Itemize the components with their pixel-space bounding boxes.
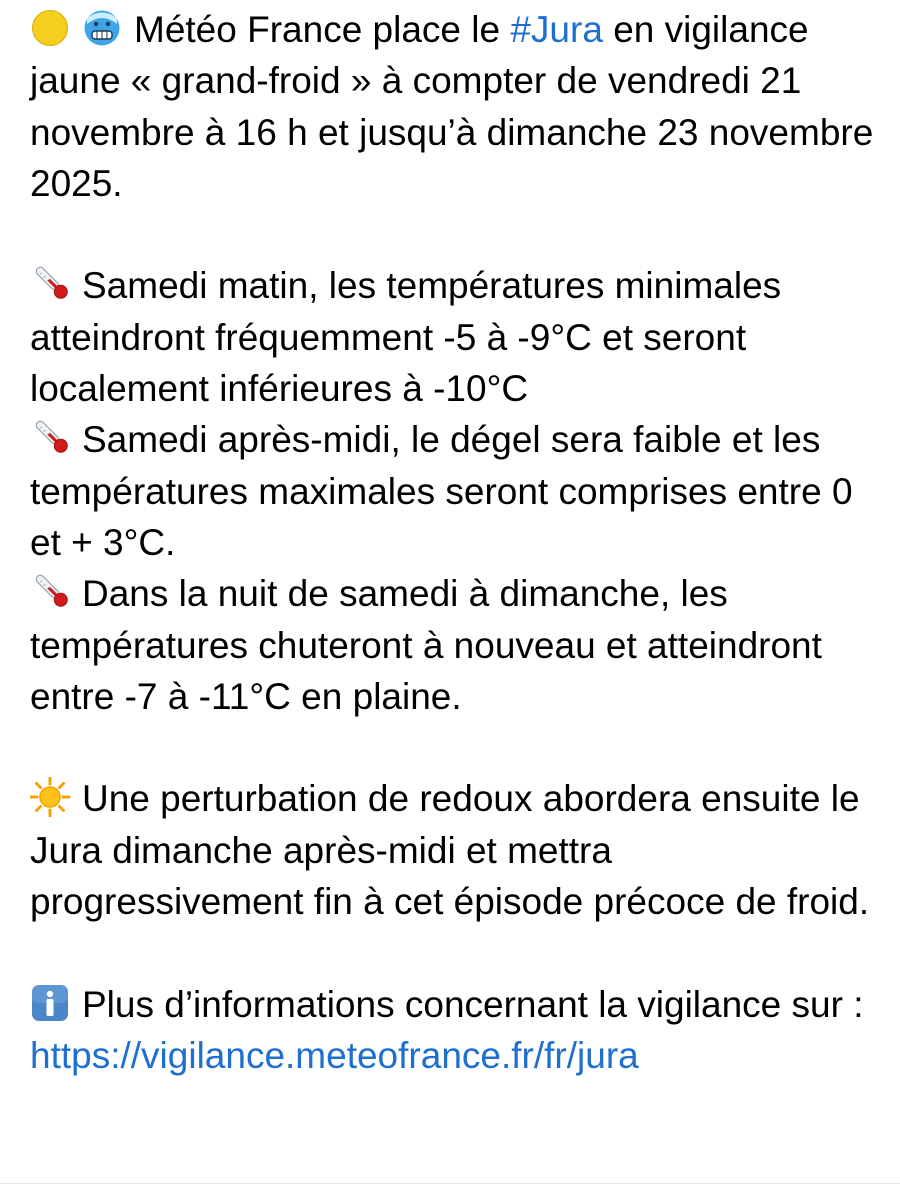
bullet-item: [30, 568, 880, 722]
bullet-item: [30, 260, 880, 414]
thermometer-icon: [30, 418, 76, 458]
redoux-text: Une perturbation de redoux abordera ensuite le Jura dimanche après-midi et mettra progressivement fin à cet épisode précoce de froid.: [30, 778, 870, 923]
intro-text-part2: en vigilance jaune « grand-froid » à compter de vendredi 21 novembre à 16 h et jusqu’à dimanche 23 novembre 2025.: [30, 9, 874, 204]
cold-face-icon: [82, 8, 128, 48]
yellow-circle-icon: [30, 8, 76, 48]
paragraph-spacer: [30, 209, 880, 260]
hashtag-jura-link[interactable]: #Jura: [510, 9, 603, 50]
info-paragraph: [30, 979, 880, 1082]
vigilance-link[interactable]: https://vigilance.meteofrance.fr/fr/jura: [30, 1034, 639, 1076]
intro-text-part1: Météo France place le: [134, 9, 511, 50]
sun-icon: [30, 777, 76, 817]
paragraph-spacer: [30, 927, 880, 978]
information-icon: [30, 983, 76, 1023]
thermometer-icon: [30, 264, 76, 304]
post-text: [30, 4, 880, 1081]
intro-paragraph: [30, 4, 880, 209]
divider: [0, 1183, 900, 1184]
bullet-text: Dans la nuit de samedi à dimanche, les températures chuteront à nouveau et atteindront entre -7 à -11°C en plaine.: [30, 573, 822, 717]
paragraph-spacer: [30, 722, 880, 773]
redoux-paragraph: [30, 773, 880, 927]
bullet-text: Samedi matin, les températures minimales atteindront fréquemment -5 à -9°C et seront localement inférieures à -10°C: [30, 265, 782, 410]
info-text: Plus d’informations concernant la vigilance sur :: [82, 983, 864, 1025]
bullet-item: [30, 414, 880, 568]
bullet-text: Samedi après-midi, le dégel sera faible et les températures maximales seront comprises entre 0 et + 3°C.: [30, 419, 853, 563]
thermometer-icon: [30, 572, 76, 612]
